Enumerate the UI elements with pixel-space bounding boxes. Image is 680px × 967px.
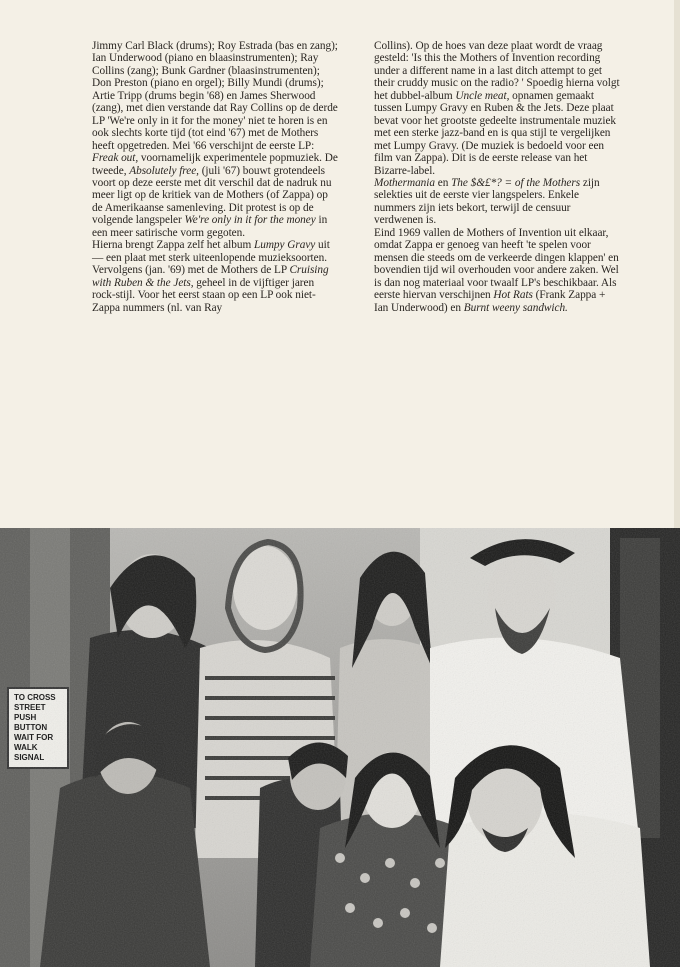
left_column-run: Freak out, — [92, 152, 139, 165]
left_column-run: Absolutely free, — [129, 164, 199, 177]
right_column_p2-run: en — [434, 176, 452, 189]
right_column_p3-run: (Frank Zappa + Ian Underwood) en — [374, 289, 606, 314]
text-column-left — [92, 40, 338, 314]
paragraph-left-1 — [92, 40, 338, 239]
right_column_p1-run: opnamen gemaakt tussen Lumpy Gravy en Ruben & the Jets. Deze plaat bevat voor het grootste gedeelte instrumentale muziek met een sterke jazz-band en is qua stijl te vergelijken met Lumpy Gravy. (De muziek is bedoeld voor een film van Zappa). Dit is de eerste release van het Bizarre-label. — [374, 89, 617, 177]
band-photo-illustration — [0, 528, 680, 967]
left_column-run: (juli '67) bouwt grotendeels voort op deze eerste met dit verschil dat de nadruk nu meer ligt op de kritiek van de Mothers (of Zappa) op de Amerikaanse samenleving. Dit protest is op de volgende langspeler — [92, 164, 332, 227]
left_column_p2-run: Cruising with Ruben & the Jets, — [92, 264, 329, 289]
paragraph-right-1 — [374, 40, 620, 177]
right_column_p2-run: Mothermania — [374, 176, 435, 189]
left_column-run: in een meer satirische vorm gegoten. — [92, 214, 328, 239]
right_column_p3-run: Eind 1969 vallen de Mothers of Invention uit elkaar, omdat Zappa er genoeg van heeft 'te spelen voor mensen die steeds om de verkeerde dingen klappen' en bovendien tijd wil overhouden voor andere zaken. Wel is dan nog materiaal voor twaalf LP's beschikbaar. Als eerste hiervan verschijnen — [374, 226, 619, 302]
right_column_p1-run: Uncle meat, — [455, 89, 510, 102]
right_column_p2-run: The $&£*? = of the Mothers — [451, 176, 581, 189]
left_column_p2-run: Hierna brengt Zappa zelf het album — [92, 239, 254, 252]
left_column-run: We're only in it for the money — [184, 214, 316, 227]
band-photograph — [0, 528, 680, 967]
right_column_p2-run: zijn selekties uit de eerste vier langspelers. Enkele nummers zijn iets bekort, terwijl de censuur verdwenen is. — [374, 176, 600, 227]
left_column-run: voornamelijk experimentele popmuziek. De tweede, — [92, 152, 338, 177]
paragraph-left-2 — [92, 239, 338, 314]
left_column_p2-run: uit — een plaat met sterk uiteenlopende muzieksoorten. Vervolgens (jan. '69) met de Mothers de LP — [92, 239, 330, 277]
right_column_p1-run: Collins). Op de hoes van deze plaat wordt de vraag gesteld: 'Is this the Mothers of Invention recording under a different name in a last ditch attempt to get their cruddy music on the radio? ' Spoedig hierna volgt het dubbel-album — [374, 40, 620, 102]
text-column-right — [374, 40, 620, 314]
left_column-run: Jimmy Carl Black (drums); Roy Estrada (bas en zang); Ian Underwood (piano en blaasinstrumenten); Ray Collins (zang); Bunk Gardner (blaasinstrumenten); Don Preston (piano en orgel); Billy Mundi (drums); Artie Tripp (drums begin '68) en James Sherwood (zang), met dien verstande dat Ray Collins op de derde LP 'We're only in it for the money' niet te horen is en ook slechts korte tijd (tot eind '67) met de Mothers heeft opgetreden. Mei '66 verschijnt de eerste LP: — [92, 40, 338, 152]
right_column_p3-run: Hot Rats — [493, 289, 533, 302]
right_column_p3-run: Burnt weeny sandwich. — [463, 301, 568, 314]
left_column_p2-run: Lumpy Gravy — [253, 239, 316, 252]
left_column_p2-run: geheel in de vijftiger jaren rock-stijl. Voor het eerst staan op een LP ook niet-Zappa nummers (nl. van Ray — [92, 276, 316, 314]
paragraph-right-2 — [374, 177, 620, 227]
paragraph-right-3 — [374, 227, 620, 314]
